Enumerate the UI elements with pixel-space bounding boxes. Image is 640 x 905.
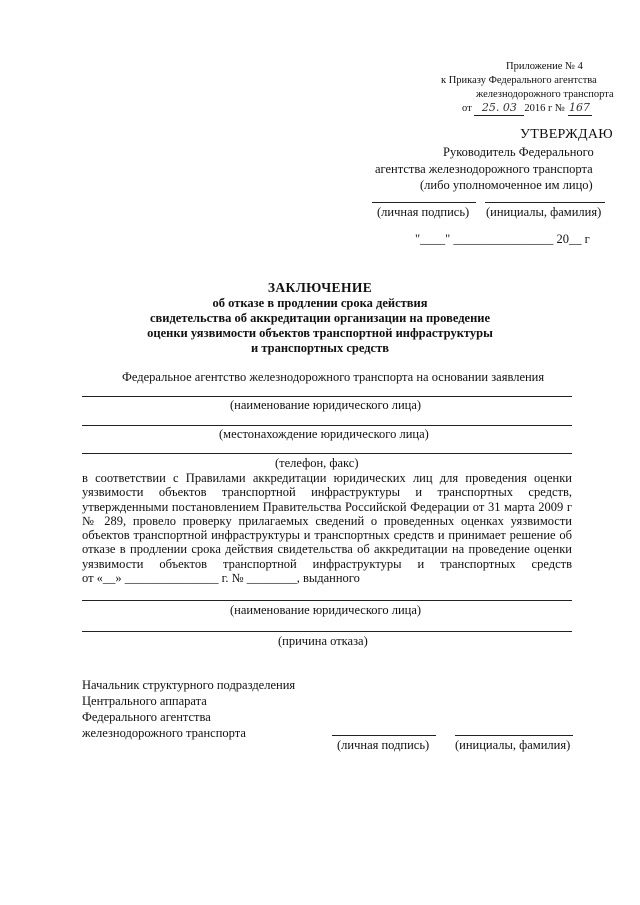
paragraph-line: объектов транспортной инфраструктуры и транспортных средств и принимает решение об bbox=[82, 528, 572, 543]
reason-caption: (причина отказа) bbox=[278, 634, 368, 648]
issued-org-caption: (наименование юридического лица) bbox=[230, 603, 422, 617]
phone-fax-caption: (телефон, факс) bbox=[275, 456, 359, 470]
appendix-agency: железнодорожного транспорта bbox=[476, 89, 614, 100]
paragraph-line: в соответствии с Правилами аккредитации юридических лиц для проведения оценки bbox=[82, 471, 572, 485]
issued-org-line bbox=[82, 600, 572, 601]
phone-fax-line bbox=[82, 453, 572, 454]
reason-line bbox=[82, 631, 572, 632]
signer-position-line2: Центрального аппарата bbox=[82, 694, 207, 708]
signer-position-line1: Начальник структурного подразделения bbox=[82, 678, 296, 692]
appendix-number-handwritten: 167 bbox=[569, 101, 591, 114]
approval-signature-line bbox=[372, 202, 476, 203]
appendix-date-row bbox=[462, 101, 592, 116]
paragraph-last-line: от «__» _______________ г. № ________, выданного bbox=[82, 571, 360, 586]
document-subtitle-line3: свидетельства об аккредитации организации на проведение bbox=[149, 311, 491, 325]
intro-text: Федеральное агентство железнодорожного транспорта на основании заявления bbox=[122, 370, 545, 384]
appendix-date-handwritten: 25. 03 bbox=[474, 101, 524, 116]
approval-position-line1: Руководитель Федерального bbox=[443, 145, 594, 159]
appendix-number-prefix: № bbox=[554, 103, 565, 114]
paragraph-line: уязвимости объектов транспортной инфраструктуры и транспортных средств, bbox=[82, 485, 572, 500]
document-subtitle-line5: и транспортных средств bbox=[251, 341, 389, 355]
approval-signature-caption: (личная подпись) bbox=[377, 205, 470, 219]
approval-position-line2: агентства железнодорожного транспорта bbox=[375, 162, 593, 176]
paragraph-line: отказе в продлении срока действия свидетельства об аккредитации на проведение оценки bbox=[82, 542, 572, 557]
approval-date-line: "____" ________________ 20__ г bbox=[415, 232, 590, 246]
signer-signature-line bbox=[332, 735, 436, 736]
org-location-caption: (местонахождение юридического лица) bbox=[219, 427, 429, 441]
approval-name-line bbox=[485, 202, 605, 203]
document-title: ЗАКЛЮЧЕНИЕ bbox=[267, 280, 373, 295]
org-name-caption: (наименование юридического лица) bbox=[230, 398, 422, 412]
signer-position-line3: Федерального агентства bbox=[82, 710, 211, 724]
document-subtitle-line2: об отказе в продлении срока действия bbox=[212, 296, 428, 310]
signer-name-caption: (инициалы, фамилия) bbox=[455, 738, 571, 752]
appendix-date-prefix: от bbox=[462, 103, 472, 114]
document-subtitle-line4: оценки уязвимости объектов транспортной инфраструктуры bbox=[147, 326, 493, 340]
paragraph-line: уязвимости объектов транспортной инфраструктуры и транспортных средств bbox=[82, 556, 572, 571]
main-paragraph bbox=[82, 471, 572, 585]
org-name-line bbox=[82, 396, 572, 397]
signer-position-line4: железнодорожного транспорта bbox=[82, 726, 246, 740]
signer-signature-caption: (личная подпись) bbox=[337, 738, 430, 752]
signer-name-line bbox=[455, 735, 573, 736]
appendix-date-year: 2016 г bbox=[524, 103, 553, 114]
appendix-number: Приложение № 4 bbox=[506, 61, 583, 72]
org-location-line bbox=[82, 425, 572, 426]
paragraph-line: № 289, провело проверку прилагаемых сведений о проведенных оценках уязвимости bbox=[82, 513, 572, 528]
paragraph-line: утвержденными постановлением Правительства Российской Федерации от 31 марта 2009 г bbox=[82, 499, 572, 514]
approval-position-line3: (либо уполномоченное им лицо) bbox=[420, 178, 593, 192]
approval-name-caption: (инициалы, фамилия) bbox=[486, 205, 602, 219]
approval-title: УТВЕРЖДАЮ bbox=[520, 127, 613, 142]
appendix-order-ref: к Приказу Федерального агентства bbox=[441, 75, 597, 86]
